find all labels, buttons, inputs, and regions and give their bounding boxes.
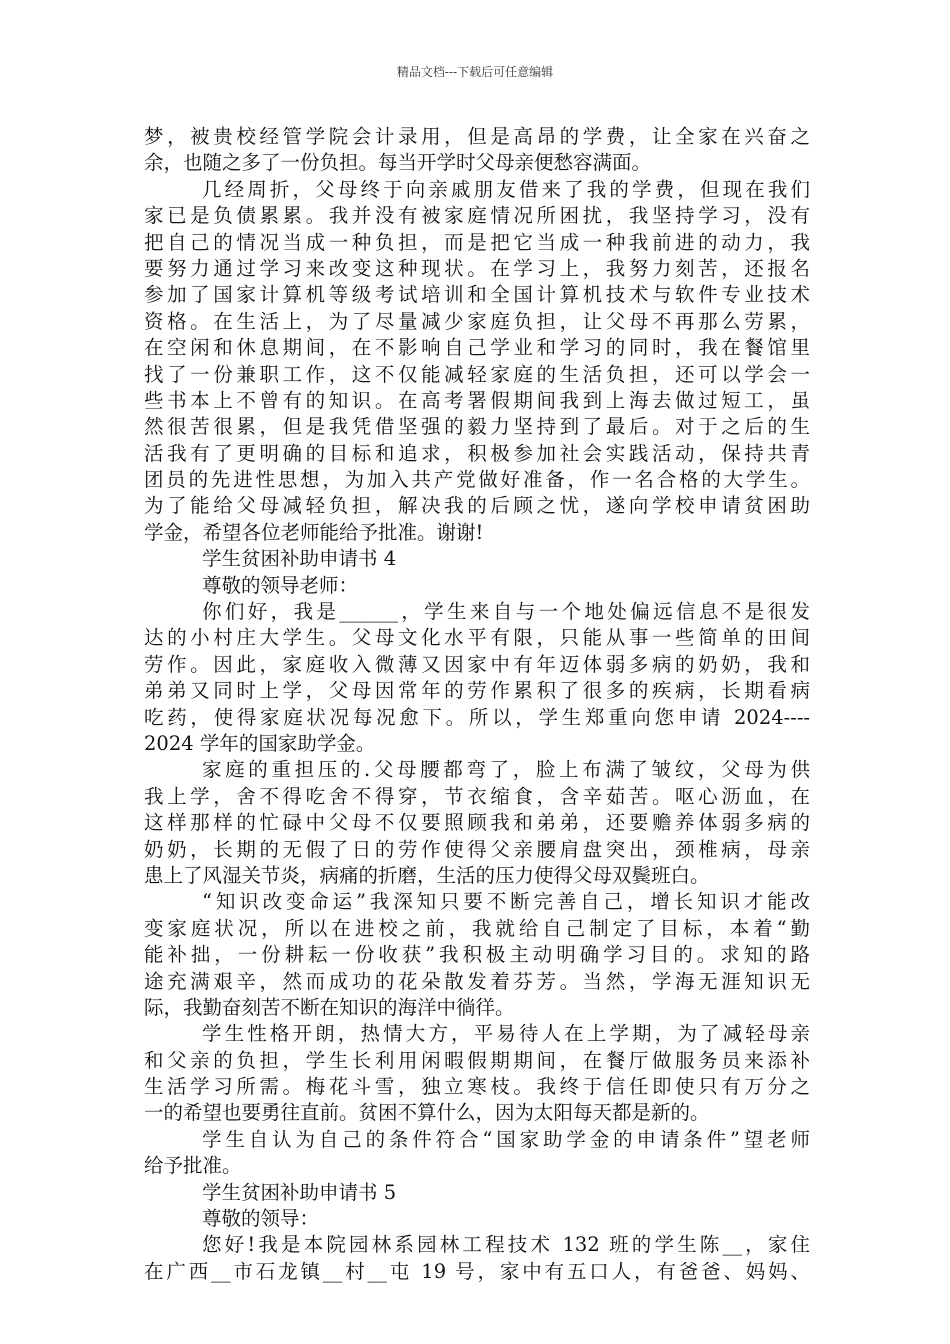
text-line: 些书本上不曾有的知识。在高考署假期间我到上海去做过短工，虽 [144, 388, 810, 412]
text-line: 在空闲和休息期间，在不影响自己学业和学习的同时，我在餐馆里 [144, 336, 810, 360]
text-line: 达的小村庄大学生。父母文化水平有限，只能从事一些简单的田间 [144, 626, 810, 650]
text-line: 要努力通过学习来改变这种现状。在学习上，我努力刻苦，还报名 [144, 256, 810, 280]
text-line: 资格。在生活上，为了尽量减少家庭负担，让父母不再那么劳累， [144, 309, 810, 333]
page-header: 精品文档---下载后可任意编辑 [396, 65, 554, 79]
text-line: 生活学习所需。梅花斗雪，独立寒枝。我终于信任即使只有万分之 [144, 1075, 810, 1099]
text-line: 团员的先进性思想，为加入共产党做好准备，作一名合格的大学生。 [144, 468, 810, 492]
text-line: 然很苦很累，但是我凭借坚强的毅力坚持到了最后。对于之后的生 [144, 415, 810, 439]
text-line: 为了能给父母减轻负担，解决我的后顾之忧，遂向学校申请贫困助 [144, 494, 810, 518]
text-line: 几经周折，父母终于向亲戚朋友借来了我的学费，但现在我们 [202, 177, 810, 201]
text-line: 找了一份兼职工作，这不仅能减轻家庭的生活负担，还可以学会一 [144, 362, 810, 386]
text-line: 一的希望也要勇往直前。贫困不算什么，因为太阳每天都是新的。 [144, 1101, 710, 1125]
text-line: 2024 学年的国家助学金。 [144, 731, 376, 755]
text-line: 学生贫困补助申请书 5 [202, 1180, 397, 1204]
text-line: 学生性格开朗，热情大方，平易待人在上学期，为了减轻母亲 [202, 1022, 810, 1046]
text-line: 际，我勤奋刻苦不断在知识的海洋中徜徉。 [144, 995, 515, 1019]
text-line: 梦，被贵校经管学院会计录用，但是高昂的学费，让全家在兴奋之 [144, 125, 810, 148]
text-line: 您好!我是本院园林系园林工程技术 132 班的学生陈__，家住 [202, 1233, 810, 1257]
text-line: 学生自认为自己的条件符合“国家助学金的申请条件”望老师 [202, 1127, 810, 1151]
text-line: 劳作。因此，家庭收入微薄又因家中有年迈体弱多病的奶奶，我和 [144, 652, 810, 676]
text-line: 把自己的情况当成一种负担，而是把它当成一种我前进的动力，我 [144, 230, 810, 254]
text-line: 给予批准。 [144, 1154, 242, 1178]
document-body [144, 124, 810, 1285]
text-line: 余，也随之多了一份负担。每当开学时父母亲便愁容满面。 [144, 151, 652, 175]
text-line: 吃药，使得家庭状况每况愈下。所以，学生郑重向您申请 2024---- [144, 705, 810, 729]
text-line: 变家庭状况，所以在进校之前，我就给自己制定了目标，本着“勤 [144, 916, 810, 940]
text-line: 途充满艰辛，然而成功的花朵散发着芬芳。当然，学海无涯知识无 [144, 969, 810, 993]
text-line: 学生贫困补助申请书 4 [202, 547, 397, 571]
text-line: 尊敬的领导： [202, 1207, 320, 1231]
text-line: 家庭的重担压的.父母腰都弯了，脸上布满了皱纹，父母为供 [202, 758, 810, 782]
text-line: 在广西__市石龙镇__村__屯 19 号，家中有五口人，有爸爸、妈妈、 [144, 1259, 810, 1283]
text-line: 能补拙，一份耕耘一份收获”我积极主动明确学习目的。求知的路 [144, 943, 810, 967]
text-line: 参加了国家计算机等级考试培训和全国计算机技术与软件专业技术 [144, 283, 810, 307]
text-line: 这样那样的忙碌中父母不仅要照顾我和弟弟，还要赡养体弱多病的 [144, 811, 810, 835]
text-line: “知识改变命运”我深知只要不断完善自己，增长知识才能改 [202, 890, 810, 914]
text-line: 弟弟又同时上学，父母因常年的劳作累积了很多的疾病，长期看病 [144, 679, 810, 703]
text-line: 你们好，我是______，学生来自与一个地处偏远信息不是很发 [202, 600, 810, 624]
text-line: 和父亲的负担，学生长利用闲暇假期期间，在餐厅做服务员来添补 [144, 1048, 810, 1072]
text-line: 家已是负债累累。我并没有被家庭情况所困扰，我坚持学习，没有 [144, 204, 810, 228]
text-line: 活我有了更明确的目标和追求，积极参加社会实践活动，保持共青 [144, 441, 810, 465]
text-line: 尊敬的领导老师： [202, 573, 359, 597]
text-line: 我上学，舍不得吃舍不得穿，节衣缩食，含辛茹苦。呕心沥血，在 [144, 784, 810, 808]
text-line: 学金，希望各位老师能给予批准。谢谢! [144, 520, 484, 544]
text-line: 奶奶，长期的无假了日的劳作使得父亲腰肩盘突出，颈椎病，母亲 [144, 837, 810, 861]
text-line: 患上了风湿关节炎，病痛的折磨，生活的压力使得父母双鬓班白。 [144, 863, 710, 887]
